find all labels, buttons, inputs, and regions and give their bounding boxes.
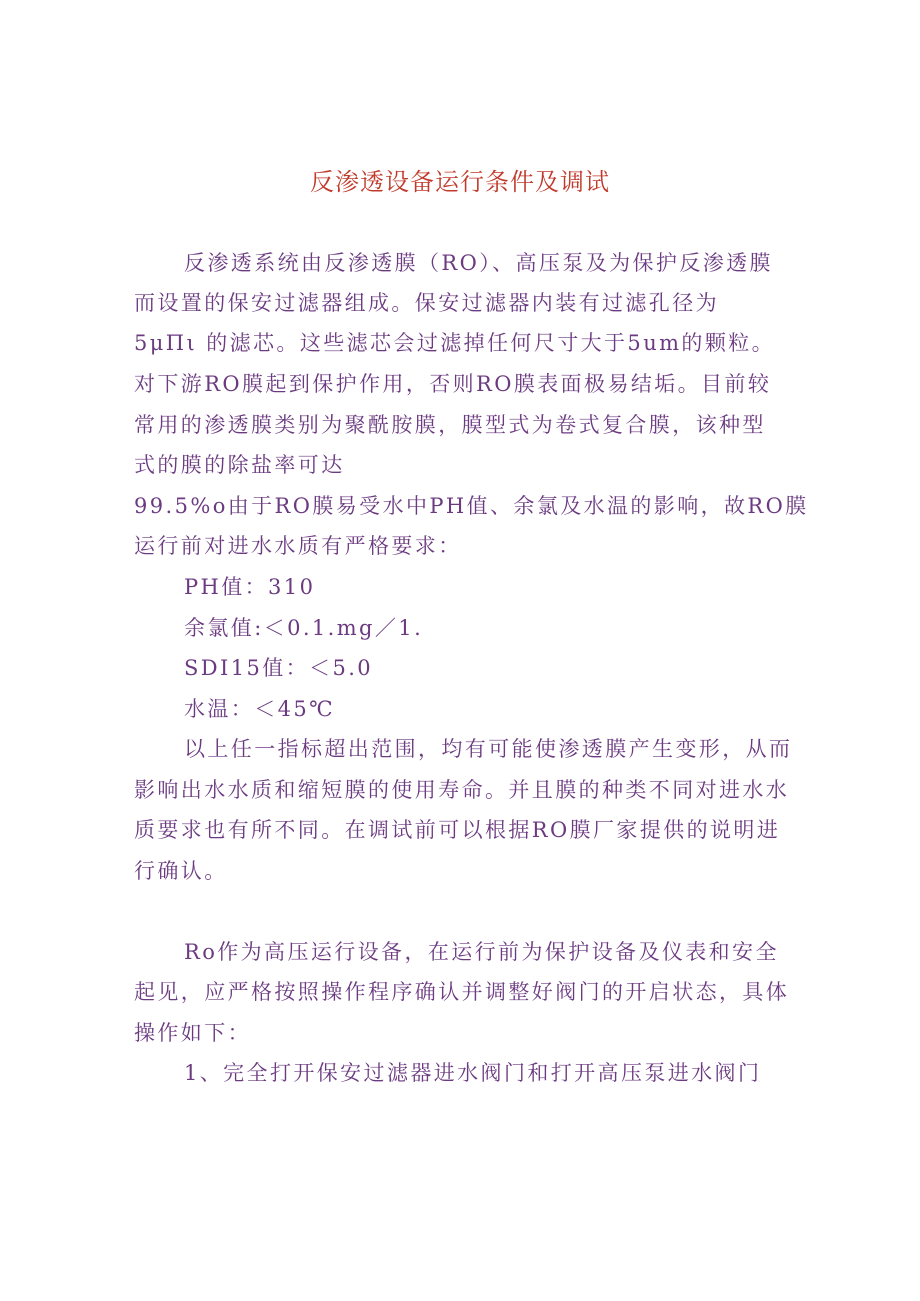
requirement-sdi: SDI15值：＜5.0 [184,656,374,680]
paragraph-line: 常用的渗透膜类别为聚酰胺膜，膜型式为卷式复合膜，该种型 [134,413,766,437]
paragraph-line: 起见，应严格按照操作程序确认并调整好阀门的开启状态，具体 [134,980,790,1004]
paragraph-line: 以上任一指标超出范围，均有可能使渗透膜产生变形，从而 [184,737,793,761]
paragraph-line: 5μΠι 的滤芯。这些滤芯会过滤掉任何尺寸大于5um的颗粒。 [134,331,776,355]
paragraph-line: 式的膜的除盐率可达 [134,453,345,477]
step-item: 1、完全打开保安过滤器进水阀门和打开高压泵进水阀门 [184,1061,762,1085]
paragraph-line: 质要求也有所不同。在调试前可以根据RO膜厂家提供的说明进 [134,818,781,842]
paragraph-line: 反渗透系统由反渗透膜（RO）、高压泵及为保护反渗透膜 [184,251,773,275]
requirement-ph: PH值：310 [184,575,316,599]
paragraph-line: 运行前对进水水质有严格要求： [134,534,462,558]
paragraph-line: 而设置的保安过滤器组成。保安过滤器内装有过滤孔径为 [134,291,719,315]
paragraph-line: 对下游RO膜起到保护作用，否则RO膜表面极易结垢。目前较 [134,372,772,396]
paragraph-line: 影响出水水质和缩短膜的使用寿命。并且膜的种类不同对进水水 [134,778,790,802]
paragraph-line: 操作如下： [134,1021,251,1045]
paragraph-line: 行确认。 [134,859,228,883]
document-title: 反渗透设备运行条件及调试 [310,168,610,196]
paragraph-line: Ro作为高压运行设备，在运行前为保护设备及仪表和安全 [184,940,779,964]
requirement-temperature: 水温：＜45℃ [184,697,336,721]
requirement-chlorine: 余氯值:＜0.1.mg／1. [184,616,424,640]
paragraph-line: 99.5%o由于RO膜易受水中PH值、余氯及水温的影响，故RO膜 [134,494,809,518]
